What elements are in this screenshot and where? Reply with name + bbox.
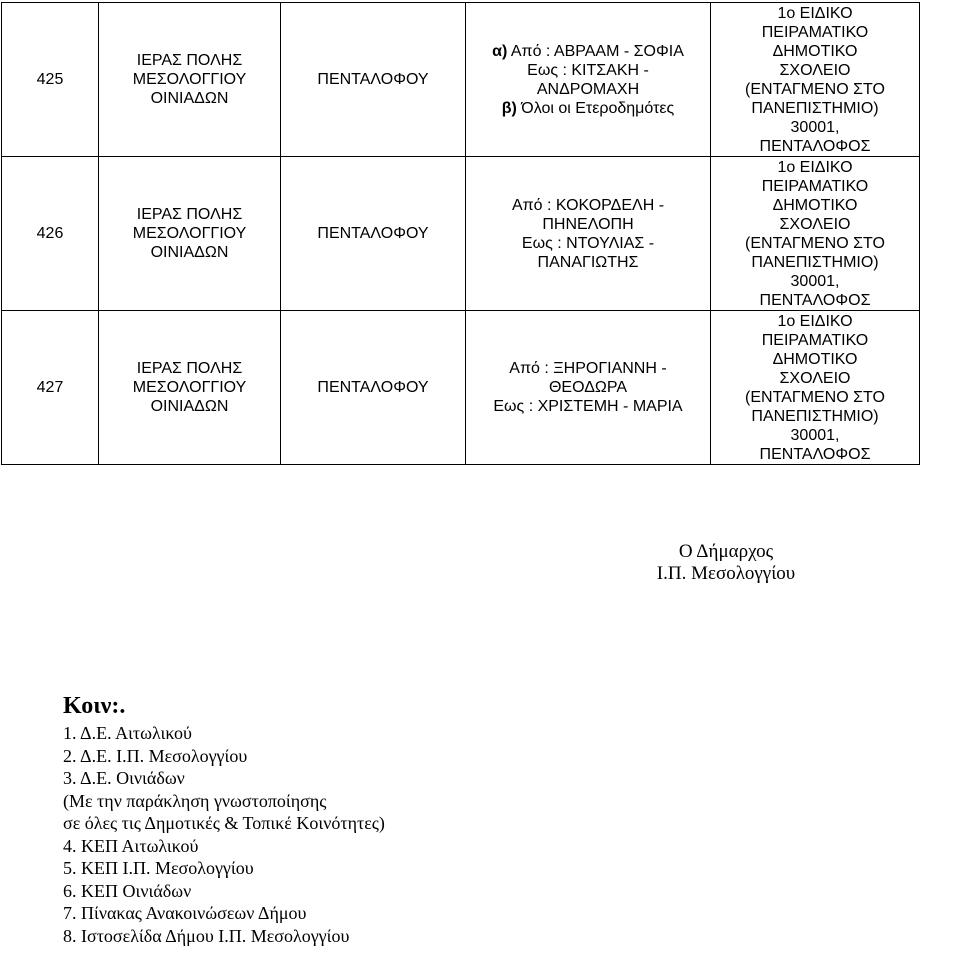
municipality-cell	[99, 311, 281, 465]
table-row	[2, 157, 920, 311]
voters-line	[468, 234, 708, 253]
recipient-item: 4. ΚΕΠ Αιτωλικού	[63, 835, 199, 856]
recipient-item: 7. Πίνακας Ανακοινώσεων Δήμου	[63, 903, 307, 923]
polling-place-line: ΔΗΜΟΤΙΚΟ	[772, 350, 858, 368]
signature-title: Ο Δήμαρχος	[678, 541, 774, 562]
table-row	[2, 3, 920, 157]
signature-municipality: Ι.Π. Μεσολογγίου	[656, 563, 796, 584]
recipient-item: σε όλες τις Δημοτικές & Τοπικέ Κοινότητες)	[63, 813, 385, 833]
voters-line-marker: α)	[492, 42, 508, 60]
municipality-line: ΙΕΡΑΣ ΠΟΛΗΣ	[136, 360, 243, 377]
voters-line-text: Όλοι οι Ετεροδημότες	[521, 99, 675, 117]
station-number: 426	[2, 157, 99, 311]
voters-line	[468, 215, 708, 234]
voters-line-text: ΑΝΔΡΟΜΑΧΗ	[536, 80, 640, 98]
voters-line	[468, 99, 708, 118]
voters-range-cell	[466, 311, 711, 465]
polling-place-line: ΠΕΙΡΑΜΑΤΙΚΟ	[761, 331, 869, 349]
polling-place-line: ΔΗΜΟΤΙΚΟ	[772, 42, 858, 60]
voters-line-text: ΠΑΝΑΓΙΩΤΗΣ	[537, 253, 639, 271]
polling-place-line: ΣΧΟΛΕΙΟ	[779, 61, 851, 79]
recipient-item: 8. Ιστοσελίδα Δήμου Ι.Π. Μεσολογγίου	[63, 925, 350, 946]
station-number: 425	[2, 3, 99, 157]
polling-place-line: ΠΕΝΤΑΛΟΦΟΣ	[759, 445, 871, 463]
voters-line-text: ΘΕΟΔΩΡΑ	[548, 379, 628, 396]
voters-line-text: ΠΗΝΕΛΟΠΗ	[542, 215, 634, 233]
polling-place-line: (ΕΝΤΑΓΜΕΝΟ ΣΤΟ	[745, 80, 885, 98]
polling-place-line: (ΕΝΤΑΓΜΕΝΟ ΣΤΟ	[745, 234, 885, 252]
recipient-item: 6. ΚΕΠ Οινιάδων	[63, 880, 192, 901]
municipality-line: ΜΕΣΟΛΟΓΓΙΟΥ	[132, 71, 247, 88]
voters-line	[468, 378, 708, 397]
community-cell: ΠΕΝΤΑΛΟΦΟΥ	[281, 157, 466, 311]
recipient-item: 2. Δ.Ε. Ι.Π. Μεσολογγίου	[63, 745, 248, 766]
polling-place-line: 30001,	[790, 426, 840, 444]
voters-line-text: Εως : ΝΤΟΥΛΙΑΣ -	[521, 234, 655, 252]
voters-line-text: Από : ΚΟΚΟΡΔΕΛΗ -	[511, 196, 665, 214]
polling-place-line: ΔΗΜΟΤΙΚΟ	[772, 196, 858, 214]
station-number: 427	[2, 311, 99, 465]
polling-place-cell	[711, 157, 920, 311]
polling-place-line: (ΕΝΤΑΓΜΕΝΟ ΣΤΟ	[745, 388, 885, 406]
voters-line	[468, 196, 708, 215]
voters-line	[468, 253, 708, 272]
voters-line	[468, 80, 708, 99]
voters-line-text: Εως : ΚΙΤΣΑΚΗ -	[527, 61, 649, 79]
voters-line-text: Εως : ΧΡΙΣΤΕΜΗ - ΜΑΡΙΑ	[493, 398, 683, 415]
polling-place-line: 1ο ΕΙΔΙΚΟ	[777, 312, 853, 330]
recipient-lines	[63, 722, 385, 947]
polling-place-line: 30001,	[790, 272, 840, 290]
polling-place-line: 1ο ΕΙΔΙΚΟ	[777, 158, 853, 176]
polling-place-line: ΣΧΟΛΕΙΟ	[779, 215, 851, 233]
polling-place-line: ΣΧΟΛΕΙΟ	[779, 369, 851, 387]
voters-line-marker: β)	[501, 99, 517, 117]
polling-place-line: ΠΑΝΕΠΙΣΤΗΜΙΟ)	[751, 253, 879, 271]
polling-place-line: ΠΑΝΕΠΙΣΤΗΜΙΟ)	[751, 99, 879, 117]
voters-range-cell	[466, 157, 711, 311]
municipality-line: ΟΙΝΙΑΔΩΝ	[150, 244, 229, 261]
municipality-line: ΟΙΝΙΑΔΩΝ	[150, 398, 229, 415]
recipient-item: (Με την παράκληση γνωστοποίησης	[63, 790, 327, 811]
recipient-item: 1. Δ.Ε. Αιτωλικού	[63, 723, 192, 743]
voters-line	[468, 397, 708, 416]
voters-line	[468, 42, 708, 61]
community-cell: ΠΕΝΤΑΛΟΦΟΥ	[281, 311, 466, 465]
municipality-line: ΜΕΣΟΛΟΓΓΙΟΥ	[132, 225, 247, 242]
voters-line	[468, 359, 708, 378]
municipality-line: ΜΕΣΟΛΟΓΓΙΟΥ	[132, 379, 247, 396]
municipality-cell	[99, 3, 281, 157]
table-row	[2, 311, 920, 465]
polling-stations-table	[1, 2, 920, 465]
municipality-line: ΙΕΡΑΣ ΠΟΛΗΣ	[136, 52, 243, 69]
polling-place-line: ΠΕΝΤΑΛΟΦΟΣ	[759, 291, 871, 309]
recipient-item: 5. ΚΕΠ Ι.Π. Μεσολογγίου	[63, 858, 254, 878]
polling-place-cell	[711, 311, 920, 465]
polling-stations-body	[2, 3, 920, 465]
voters-range-cell	[466, 3, 711, 157]
voters-line	[468, 61, 708, 80]
recipients-list	[63, 692, 385, 947]
polling-place-line: ΠΑΝΕΠΙΣΤΗΜΙΟ)	[751, 407, 879, 425]
polling-place-line: ΠΕΝΤΑΛΟΦΟΣ	[759, 137, 871, 155]
voters-line-text: Από : ΑΒΡΑΑΜ - ΣΟΦΙΑ	[510, 42, 684, 60]
polling-place-line: ΠΕΙΡΑΜΑΤΙΚΟ	[761, 177, 869, 195]
municipality-line: ΟΙΝΙΑΔΩΝ	[150, 90, 229, 107]
polling-place-cell	[711, 3, 920, 157]
municipality-line: ΙΕΡΑΣ ΠΟΛΗΣ	[136, 206, 243, 223]
polling-place-line: 30001,	[790, 118, 840, 136]
voters-line-text: Από : ΞΗΡΟΓΙΑΝΝΗ -	[509, 360, 667, 377]
mayor-signature-block	[640, 541, 812, 585]
recipient-item: 3. Δ.Ε. Οινιάδων	[63, 768, 185, 788]
polling-place-line: 1ο ΕΙΔΙΚΟ	[777, 4, 853, 22]
recipients-heading: Κοιν:.	[63, 693, 126, 719]
municipality-cell	[99, 157, 281, 311]
community-cell: ΠΕΝΤΑΛΟΦΟΥ	[281, 3, 466, 157]
polling-place-line: ΠΕΙΡΑΜΑΤΙΚΟ	[761, 23, 869, 41]
